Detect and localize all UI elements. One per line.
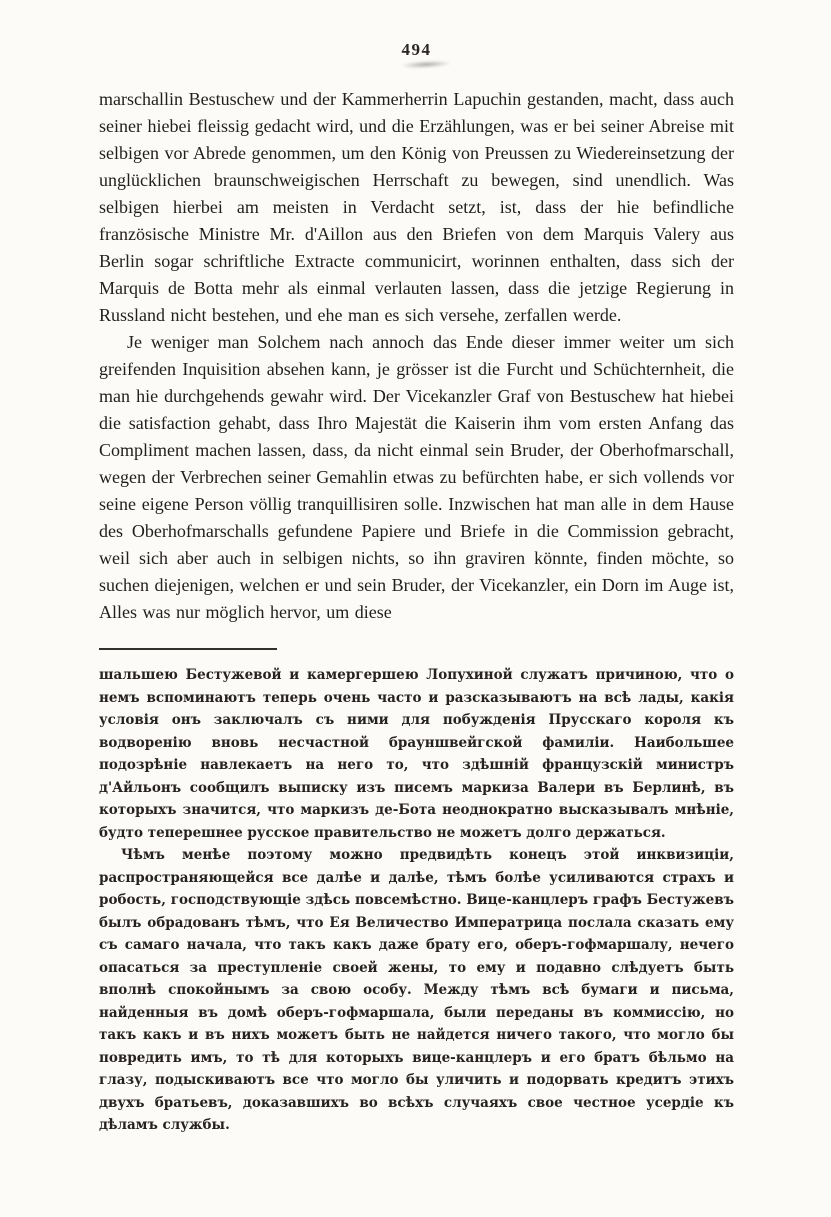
main-paragraph-1: marschallin Bestuschew und der Kammerherrin Lapuchin gestanden, macht, dass auch seiner hiebei fleissig gedacht wird, und die Erzählungen, was er bei seiner Abreise mit selbigen vor Abrede genommen, um den König von Preussen zu Wiedereinsetzung der unglücklichen braunschweigischen Herrschaft zu bewegen, sind unendlich. Was selbigen hierbei am meisten in Verdacht setzt, ist, dass der hie befindliche französische Ministre Mr. d'Aillon aus den Briefen von dem Marquis Valery aus Berlin sogar schriftliche Extracte communicirt, worinnen enthalten, dass sich der Marquis de Botta mehr als einmal verlauten lassen, dass die jetzige Regierung in Russland nicht bestehen, und ehe man es sich versehe, zerfallen werde. (99, 89, 734, 325)
ink-smudge (401, 60, 451, 70)
footnote-paragraph-1: шальшею Бестужевой и камергершею Лопухиной служатъ причиною, что о немъ вспоминаютъ теперь очень часто и разсказываютъ на всѣ лады, какія условія онъ заключалъ съ ними для побужденія Прусскаго короля къ водворенію вновь несчастной брауншвейгской фамиліи. Наибольшее подозрѣніе навлекаетъ на него то, что здѣшній французскій министръ д'Айльонъ сообщилъ выписку изъ писемъ маркиза Валери въ Берлинѣ, въ которыхъ значится, что маркизъ де-Бота неоднократно высказывалъ мнѣніе, будто теперешнее русское правительство не можетъ долго держаться. (99, 667, 734, 841)
main-paragraph-2: Je weniger man Solchem nach annoch das Ende dieser immer weiter um sich greifenden Inquisition absehen kann, je grösser ist die Furcht und Schüchternheit, die man hie durchgehends gewahr wird. Der Vicekanzler Graf von Bestuschew hat hiebei die satisfaction gehabt, dass Ihro Majestät die Kaiserin ihm vom ersten Anfang das Compliment machen lassen, dass, da nicht einmal sein Bruder, der Oberhofmarschall, wegen der Verbrechen seiner Gemahlin etwas zu befürchten habe, er sich vollends vor seine eigene Person völlig tranquillisiren solle. Inzwischen hat man alle in dem Hause des Oberhofmarschalls gefundene Papiere und Briefe in die Commission gebracht, weil sich aber auch in selbigen nichts, so ihn graviren könnte, finden möchte, so suchen diejenigen, welchen er und sein Bruder, der Vicekanzler, ein Dorn im Auge ist, Alles was nur möglich hervor, um diese (99, 332, 734, 622)
footnote-paragraph-2: Чѣмъ менѣе поэтому можно предвидѣть конецъ этой инквизиціи, распространяющейся все далѣе и далѣе, тѣмъ болѣе усиливаются страхъ и робость, господствующіе здѣсь повсемѣстно. Вице-канцлеръ графъ Бестужевъ былъ обрадованъ тѣмъ, что Ея Величество Императрица послала сказать ему съ самаго начала, что такъ какъ даже брату его, оберъ-гофмаршалу, нечего опасаться за преступленіе своей жены, то ему и подавно слѣдуетъ быть вполнѣ спокойнымъ за свою особу. Между тѣмъ всѣ бумаги и письма, найденныя въ домѣ оберъ-гофмаршала, были переданы въ коммиссію, но такъ какъ и въ нихъ можетъ быть не найдется ничего такого, что могло бы повредить имъ, то тѣ для которыхъ вице-канцлеръ и его братъ бѣльмо на глазу, подыскиваютъ все что могло бы уличить и подорвать кредитъ этихъ двухъ братьевъ, доказавшихъ во всѣхъ случаяхъ свое честное усердіе къ дѣламъ службы. (99, 847, 734, 1133)
page-number: 494 (401, 40, 432, 59)
footnote-block (99, 664, 734, 1137)
main-text-block (99, 86, 734, 626)
footnote-separator-rule (99, 648, 277, 650)
